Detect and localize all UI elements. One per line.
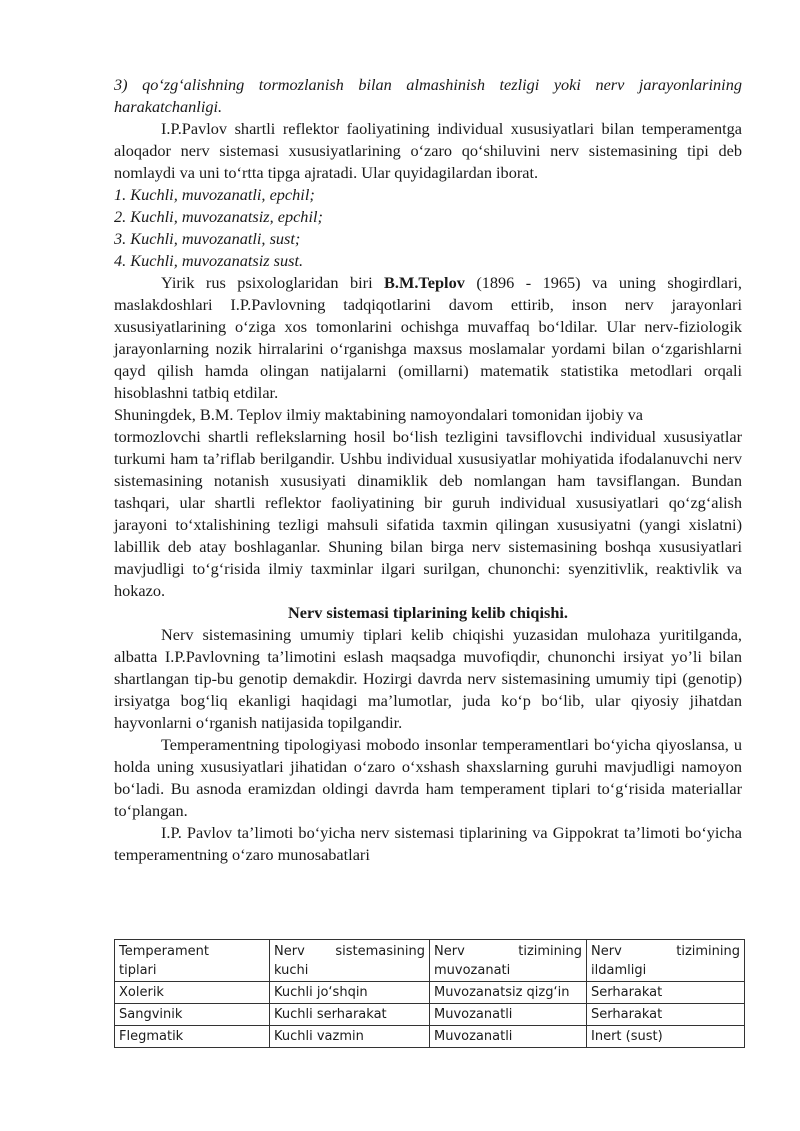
types-list [114,184,742,272]
table-cell: Flegmatik [115,1026,270,1048]
paragraph-item-3: 3) qo‘zg‘alishning tormozlanish bilan almashinish tezligi yoki nerv jarayonlarining harakatchanligi. [114,75,742,116]
table-cell: Serharakat [587,1004,745,1026]
text-span: (1896 - 1965) va uning shogirdlari, maslakdoshlari I.P.Pavlovning tadqiqotlarini davom ettirib, inson nerv jarayonlari xususiyatlarining o‘ziga xos tomonlarini ochishga muvaffaq bo‘ldilar. Ular nerv-fiziologik jarayonlarning nozik hirralarini o‘rganishga maxsus moslamalar yordami bilan o‘zgarishlarni qayd qilish hamda olingan natijalarni (omillarni) matematik statistika metodlari orqali hisoblashni tatbiq etdilar. [114,273,742,402]
list-item: 3. Kuchli, muvozanatli, sust; [114,229,301,248]
table-header-cell [270,940,430,982]
table-cell: Kuchli jo‘shqin [270,982,430,1004]
header-line: kuchi [274,963,309,978]
paragraph-pavlov-types: I.P.Pavlov shartli reflektor faoliyatining individual xususiyatlari bilan temperamentga aloqador nerv sistemasi xususiyatlarining o‘zaro qo‘shiluvini nerv sistemasining tipi deb nomlaydi va uni to‘rtta tipga ajratadi. Ular quyidagilardan iborat. [114,119,742,182]
header-line: Nerv sistemasining [274,944,425,959]
table-row [115,1026,745,1048]
table-row [115,982,745,1004]
list-item: 4. Kuchli, muvozanatsiz sust. [114,251,304,270]
table-cell: Muvozanatsiz qizg‘in [430,982,587,1004]
document-body [114,74,742,866]
section-heading: Nerv sistemasi tiplarining kelib chiqishi. [288,603,568,622]
header-line: muvozanati [434,963,511,978]
table-cell: Kuchli vazmin [270,1026,430,1048]
header-line: Temperament [119,944,209,959]
text-span: Yirik rus psixologlaridan biri [161,273,385,292]
header-line: tiplari [119,963,157,978]
table-header-row [115,940,745,982]
header-line: ildamligi [591,963,647,978]
table-cell: Kuchli serharakat [270,1004,430,1026]
paragraph-teplov [114,272,742,404]
paragraph-origin: Nerv sistemasining umumiy tiplari kelib chiqishi yuzasidan mulohaza yuritilganda, albatta I.P.Pavlovning ta’limotini eslash maqsadga muvofiqdir, chunonchi irsiyat yo’li bilan shartlangan tip-bu genotip demakdir. Hozirgi davrda nerv sistemasining umumiy tipi (genotip) irsiyatga bog‘liq ekanligi haqidagi ma’lumotlar, juda ko‘p bo‘lib, ular qiyosiy jihatdan hayvonlarni o‘rganish natijasida topilgandir. [114,625,742,732]
teplov-name: B.M.Teplov [384,273,465,292]
paragraph-teplov-cont: tormozlovchi shartli reflekslarning hosil bo‘lish tezligini tavsiflovchi individual xususiyatlar turkumi ham ta’riflab berilgandir. Ushbu individual xususiyatlar mohiyatida ifodalanuvchi nerv sistemasining notanish xususiyati dinamiklik deb nomlangan ham tavsiflangan. Bundan tashqari, ular shartli reflektor faoliyatining bir guruh individual xususiyatlari qo‘zg‘alish jarayoni to‘xtalishining tezligi mahsuli sifatida taxmin qilingan xususiyatni (yangi xislatni) labillik deb atay boshlaganlar. Shuning bilan birga nerv sistemasining boshqa xususiyatlari mavjudligi to‘g‘risida ilmiy taxminlar ilgari surilgan, chunonchi: syenzitivlik, reaktivlik va hokazo. [114,427,742,600]
header-line: Nerv tizimining [434,944,582,959]
paragraph-teplov-line: Shuningdek, B.M. Teplov ilmiy maktabining namoyondalari tomonidan ijobiy va [114,405,644,424]
temperament-table [114,939,745,1048]
table-cell: Sangvinik [115,1004,270,1026]
header-line: Nerv tizimining [591,944,740,959]
table-header-cell [587,940,745,982]
paragraph-typology: Temperamentning tipologiyasi mobodo insonlar temperamentlari bo‘yicha qiyoslansa, u holda uning xususiyatlari jihatidan o‘zaro o‘xshash shaxslarning guruhi mavjudligi namoyon bo‘ladi. Bu asnoda eramizdan oldingi davrda ham temperament tiplari to‘g‘risida materiallar to‘plangan. [114,735,742,820]
table-row [115,1004,745,1026]
table-cell: Serharakat [587,982,745,1004]
list-item: 2. Kuchli, muvozanatsiz, epchil; [114,207,323,226]
table-header-cell [430,940,587,982]
paragraph-table-caption: I.P. Pavlov ta’limoti bo‘yicha nerv sistemasi tiplarining va Gippokrat ta’limoti bo‘yicha temperamentning o‘zaro munosabatlari [114,823,742,864]
table-cell: Inert (sust) [587,1026,745,1048]
list-item: 1. Kuchli, muvozanatli, epchil; [114,185,315,204]
table-cell: Muvozanatli [430,1004,587,1026]
table-cell: Muvozanatli [430,1026,587,1048]
table-header-cell [115,940,270,982]
table-cell: Xolerik [115,982,270,1004]
